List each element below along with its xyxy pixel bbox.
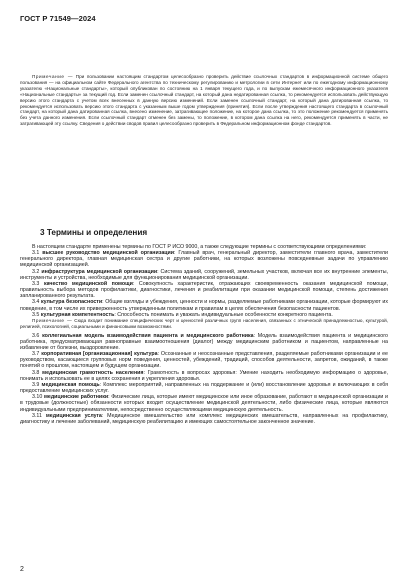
term-entry: [20, 394, 388, 412]
term-name: корпоративная [организационная] культура: [41, 351, 158, 358]
term-name: медицинская помощь: [41, 381, 100, 388]
reference-note: [20, 74, 388, 127]
term-number: 3.6: [32, 332, 40, 339]
section-intro: В настоящем стандарте применены термины по ГОСТ Р ИСО 9000, а также следующие термины с соответствующими определениями:: [32, 244, 367, 250]
term-number: 3.4: [32, 299, 40, 306]
term-name: культурная компетентность: [40, 311, 115, 318]
note-text: При пользовании настоящим стандартом целесообразно проверить действие ссылочных стандартов в информационной системе общего пользования — на официальном сайте Федерального агентства по техническому регулированию и метрологии в сети Интернет или по ежегодному информационному указателю «Национальные стандарты», который опубликован по состоянию на 1 января текущего года, и по выпускам ежемесячного информационного указателя «Национальные стандарты» за текущий год. Если заменен ссылочный стандарт, на который дана недатированная ссылка, то рекомендуется использовать действующую версию этого стандарта с учетом всех внесенных в данную версию изменений. Если заменен ссылочный стандарт, на который дана датированная ссылка, то рекомендуется использовать версию этого стандарта с указанным выше годом утверждения (принятия). Если после утверждения настоящего стандарта в ссылочный стандарт, на который дана датированная ссылка, внесено изменение, затрагивающее положение, на которое дана ссылка, то это положение рекомендуется применять без учета данного изменения. Если ссылочный стандарт отменен без замены, то положение, в котором дана ссылка на него, рекомендуется применять в части, не затрагивающей эту ссылку. Сведения о действии сводов правил целесообразно проверить в Федеральном информационном фонде стандартов.: [20, 74, 388, 127]
term-entry: [20, 269, 388, 281]
term-name: медицинские работники: [43, 394, 109, 401]
note2-paragraph: [20, 318, 388, 330]
term-definition: : Система зданий, сооружений, земельных участков, включая все их внутренние элементы, инструменты и устройства, необходимые для функционирования медицинской организации.: [20, 268, 388, 281]
term-definition: : Осознанные и неосознанные представления, разделяемые работниками организации и ее руководством, касающиеся групповых норм поведения, ценностей, убеждений, традиций, способов деятельности, запретов, ожиданий, в также понятий о прошлом, настоящем и будущем организации.: [20, 351, 388, 370]
term-entry: [20, 299, 388, 311]
term-name: высшее руководство медицинской организации: [42, 250, 175, 257]
term-number: 3.2: [32, 268, 40, 275]
term-entry: [20, 413, 388, 425]
term-name: медицинская грамотность населения: [42, 369, 144, 376]
terms-section: [20, 244, 388, 425]
page-number: 2: [20, 566, 24, 573]
term-entry: [20, 370, 388, 382]
document-id-header: ГОСТ Р 71549—2024: [20, 14, 96, 23]
term-definition: : Медицинское вмешательство или комплекс медицинских вмешательств, направленных на профилактику, диагностику и лечение заболеваний, медицинскую реабилитацию и имеющих самостоятельное законченное значение.: [20, 412, 388, 425]
term-number: 3.10: [32, 394, 43, 401]
term-entry: [20, 351, 388, 369]
term-number: 3.5: [32, 311, 40, 318]
term-entry: [20, 382, 388, 394]
note-paragraph: [20, 74, 388, 127]
term-number: 3.11: [32, 412, 42, 419]
term-entry: [20, 250, 388, 268]
term-definition: : Совокупность характеристик, отражающих своевременность оказания медицинской помощи, правильность выбора методов профилактики, диагностики, лечения и реабилитации при оказании медицинской помощи, степень достижения запланированного результата.: [20, 280, 388, 300]
term-definition: : Способность понимать и уважать индивидуальные особенности конкретного пациента.: [114, 311, 333, 318]
term-definition: : Главный врач, генеральный директор, заместители главного врача, заместители генерального директора, главная медицинская сестра и другие работники, на которых возложены повседневные задачи по управлению медицинской организацией.: [20, 250, 388, 269]
term-number: 3.9: [32, 381, 40, 388]
term-entry: [20, 281, 388, 299]
term-number: 3.8: [32, 369, 40, 376]
term-name: коллегиальная модель взаимодействия пациента и медицинского работника: [42, 332, 254, 339]
section-title: 3 Термины и определения: [40, 228, 148, 237]
term-definition: : Физические лица, которые имеют медицинское или иное образование, работают в медицинской организации и в трудовые (должностные) обязанности которых входит осуществление медицинской деятельности, либо физические лица, которые являются индивидуальными предпринимателями, непосредственно осуществляющими медицинскую деятельность.: [20, 394, 388, 413]
term-name: качество медицинской помощи: [43, 280, 133, 287]
term-name: медицинская услуга: [45, 412, 102, 419]
term-definition: : Комплекс мероприятий, направленных на поддержание и (или) восстановление здоровья и включающих в себя предоставление медицинских услуг.: [20, 381, 388, 395]
term-entry: [20, 333, 388, 351]
note2-label: Примечание —: [32, 317, 73, 323]
note-label: Примечание —: [32, 74, 74, 79]
term-number: 3.3: [32, 280, 40, 287]
terms-list: [20, 250, 388, 318]
term-number: 3.1: [32, 250, 40, 257]
term-number: 3.7: [32, 351, 40, 358]
term-name: инфраструктура медицинской организации: [41, 268, 158, 275]
term-definition: : Общие взгляды и убеждения, ценности и нормы, разделяемые работниками организации, которые формируют их поведение, в том числе их приверженность утвержденным политикам и правилам в целях обеспечения безопасности пациентов.: [20, 299, 388, 312]
note2-text: Сюда входит понимание специфических черт и ценностей различных групп населения, связанных с этнической принадлежностью, культурой, религией, психологией, социальными и финансовыми возможностями.: [20, 317, 388, 329]
term-definition: : Модель взаимодействия пациента и медицинского работника, предусматривающая равноправные взаимоотношения (диалог) между медицинским работником и пациентом, направленные на избавление от болезни, выздоровление.: [20, 332, 388, 351]
terms-list-2: [20, 333, 388, 425]
term-name: культура безопасности: [40, 299, 103, 306]
term-definition: : Грамотность в вопросах здоровья: Умение находить необходимую информацию о здоровье, понимать и использовать ее в целях сохранения и укрепления здоровья.: [20, 369, 388, 382]
